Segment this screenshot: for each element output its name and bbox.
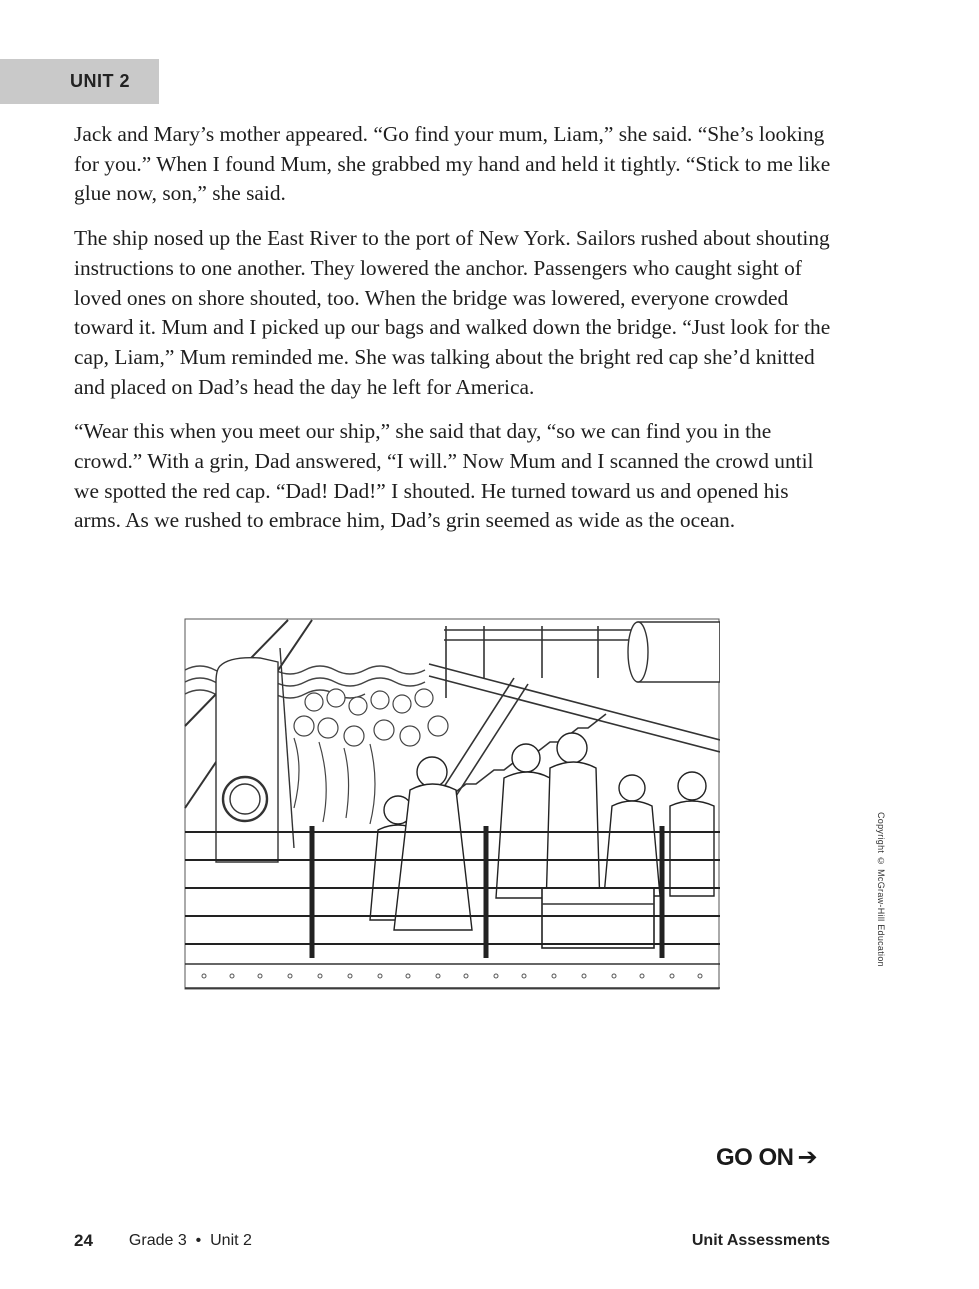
story-paragraph-2: The ship nosed up the East River to the port of New York. Sailors rushed about shouting instructions to one another. They lowered the anchor. Passengers who caught sight of loved ones on shore shouted, too. When the bridge was lowered, everyone crowded toward it. Mum and I picked up our bags and walked down the bridge. “Just look for the cap, Liam,” Mum reminded me. She was talking about the bright red cap she’d knitted and placed on Dad’s head the day he left for America.: [74, 226, 831, 399]
section-title: Unit Assessments: [691, 1232, 830, 1249]
story-paragraph-3: “Wear this when you meet our ship,” she said that day, “so we can find you in the crowd.” With a grin, Dad answered, “I will.” Now Mum and I scanned the crowd until we spotted the red cap. “Dad! Dad!” I shouted. He turned toward us and opened his arms. As we rushed to embrace him, Dad’s grin seemed as wide as the ocean.: [74, 419, 814, 533]
footer-left: [74, 1231, 252, 1251]
story-text: [74, 120, 836, 551]
grade-unit-label: Grade 3 • Unit 2: [128, 1232, 252, 1249]
go-on-indicator: [716, 1143, 817, 1172]
page-number: 24: [74, 1231, 93, 1250]
ship-deck-illustration: [184, 618, 720, 992]
unit-label: UNIT 2: [70, 71, 131, 91]
right-arrow-icon: ➔: [797, 1144, 818, 1171]
story-paragraph-1: Jack and Mary’s mother appeared. “Go find your mum, Liam,” she said. “She’s looking for you.” When I found Mum, she grabbed my hand and held it tightly. “Stick to me like glue now, son,” she said.: [74, 122, 831, 206]
copyright-notice: Copyright © McGraw-Hill Education: [876, 812, 886, 967]
unit-tab: [0, 59, 159, 104]
go-on-label: GO ON: [716, 1143, 794, 1171]
